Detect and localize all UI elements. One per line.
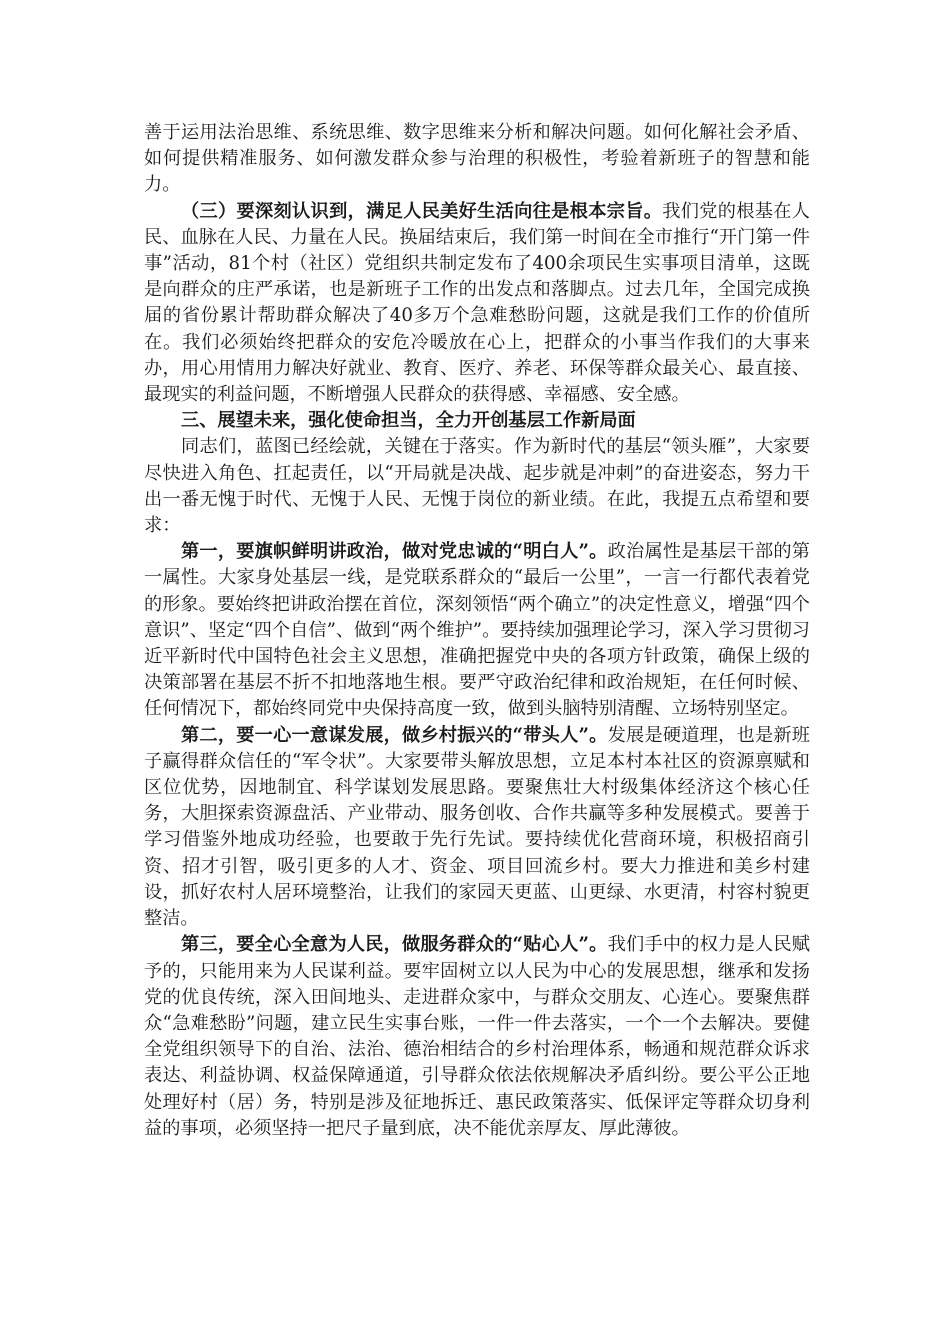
paragraph-text: 我们党的根基在人民、血脉在人民、力量在人民。换届结束后，我们第一时间在全市推行“开门第一件事”活动，81个村（社区）党组织共制定发布了400余项民生实事项目清单，这既是向群众的庄严承诺，也是新班子工作的出发点和落脚点。过去几年，全国完成换届的省份累计帮助群众解决了40多万个急难愁盼问题，这就是我们工作的价值所在。我们必须始终把群众的安危冷暖放在心上，把群众的小事当作我们的大事来办，用心用情用力解决好就业、教育、医疗、养老、环保等群众最关心、最直接、最现实的利益问题，不断增强人民群众的获得感、幸福感、安全感。: [144, 200, 810, 406]
paragraph-lead: （三）要深刻认识到，满足人民美好生活向往是根本宗旨。: [181, 200, 663, 222]
paragraph-text: 同志们，蓝图已经绘就，关键在于落实。作为新时代的基层“领头雁”，大家要尽快进入角色、扛起责任，以“开局就是决战、起步就是冲刺”的奋进姿态，努力干出一番无愧于时代、无愧于人民、无愧于岗位的新业绩。在此，我提五点希望和要求：: [144, 436, 810, 537]
heading-text: 三、展望未来，强化使命担当，全力开创基层工作新局面: [181, 410, 636, 432]
paragraph-second: [144, 723, 810, 933]
paragraph-lead: 第一，要旗帜鲜明讲政治，做对党忠诚的“明白人”。: [181, 541, 608, 563]
paragraph-text: 发展是硬道理，也是新班子赢得群众信任的“军令状”。大家要带头解放思想，立足本村本社区的资源禀赋和区位优势，因地制宜、科学谋划发展思路。要聚焦壮大村级集体经济这个核心任务，大胆探索资源盘活、产业带动、服务创收、合作共赢等多种发展模式。要善于学习借鉴外地成功经验，也要敢于先行先试。要持续优化营商环境，积极招商引资、招才引智，吸引更多的人才、资金、项目回流乡村。要大力推进和美乡村建设，抓好农村人居环境整治，让我们的家园天更蓝、山更绿、水更清，村容村貌更整洁。: [144, 724, 810, 930]
paragraph-lead: 第二，要一心一意谋发展，做乡村振兴的“带头人”。: [181, 724, 608, 746]
paragraph-continuation: [144, 120, 810, 199]
paragraph-lead: 第三，要全心全意为人民，做服务群众的“贴心人”。: [181, 934, 608, 956]
paragraph-first: [144, 539, 810, 722]
paragraph-intro: [144, 434, 810, 539]
section-heading: [144, 408, 810, 434]
paragraph-text: 善于运用法治思维、系统思维、数字思维来分析和解决问题。如何化解社会矛盾、如何提供精准服务、如何激发群众参与治理的积极性，考验着新班子的智慧和能力。: [144, 122, 810, 196]
paragraph-text: 我们手中的权力是人民赋予的，只能用来为人民谋利益。要牢固树立以人民为中心的发展思想，继承和发扬党的优良传统，深入田间地头、走进群众家中，与群众交朋友、心连心。要聚焦群众“急难愁盼”问题，建立民生实事台账，一件一件去落实，一个一个去解决。要健全党组织领导下的自治、法治、德治相结合的乡村治理体系，畅通和规范群众诉求表达、利益协调、权益保障通道，引导群众依法依规解决矛盾纠纷。要公平公正地处理好村（居）务，特别是涉及征地拆迁、惠民政策落实、低保评定等群众切身利益的事项，必须坚持一把尺子量到底，决不能优亲厚友、厚此薄彼。: [144, 934, 810, 1139]
document-body: [144, 120, 810, 1142]
paragraph-section-three: [144, 199, 810, 409]
paragraph-text: 政治属性是基层干部的第一属性。大家身处基层一线，是党联系群众的“最后一公里”，一言一行都代表着党的形象。要始终把讲政治摆在首位，深刻领悟“两个确立”的决定性意义，增强“四个意识”、坚定“四个自信”、做到“两个维护”。要持续加强理论学习，深入学习贯彻习近平新时代中国特色社会主义思想，准确把握党中央的各项方针政策，确保上级的决策部署在基层不折不扣地落地生根。要严守政治纪律和政治规矩，在任何时候、任何情况下，都始终同党中央保持高度一致，做到头脑特别清醒、立场特别坚定。: [144, 541, 810, 720]
paragraph-third: [144, 932, 810, 1142]
